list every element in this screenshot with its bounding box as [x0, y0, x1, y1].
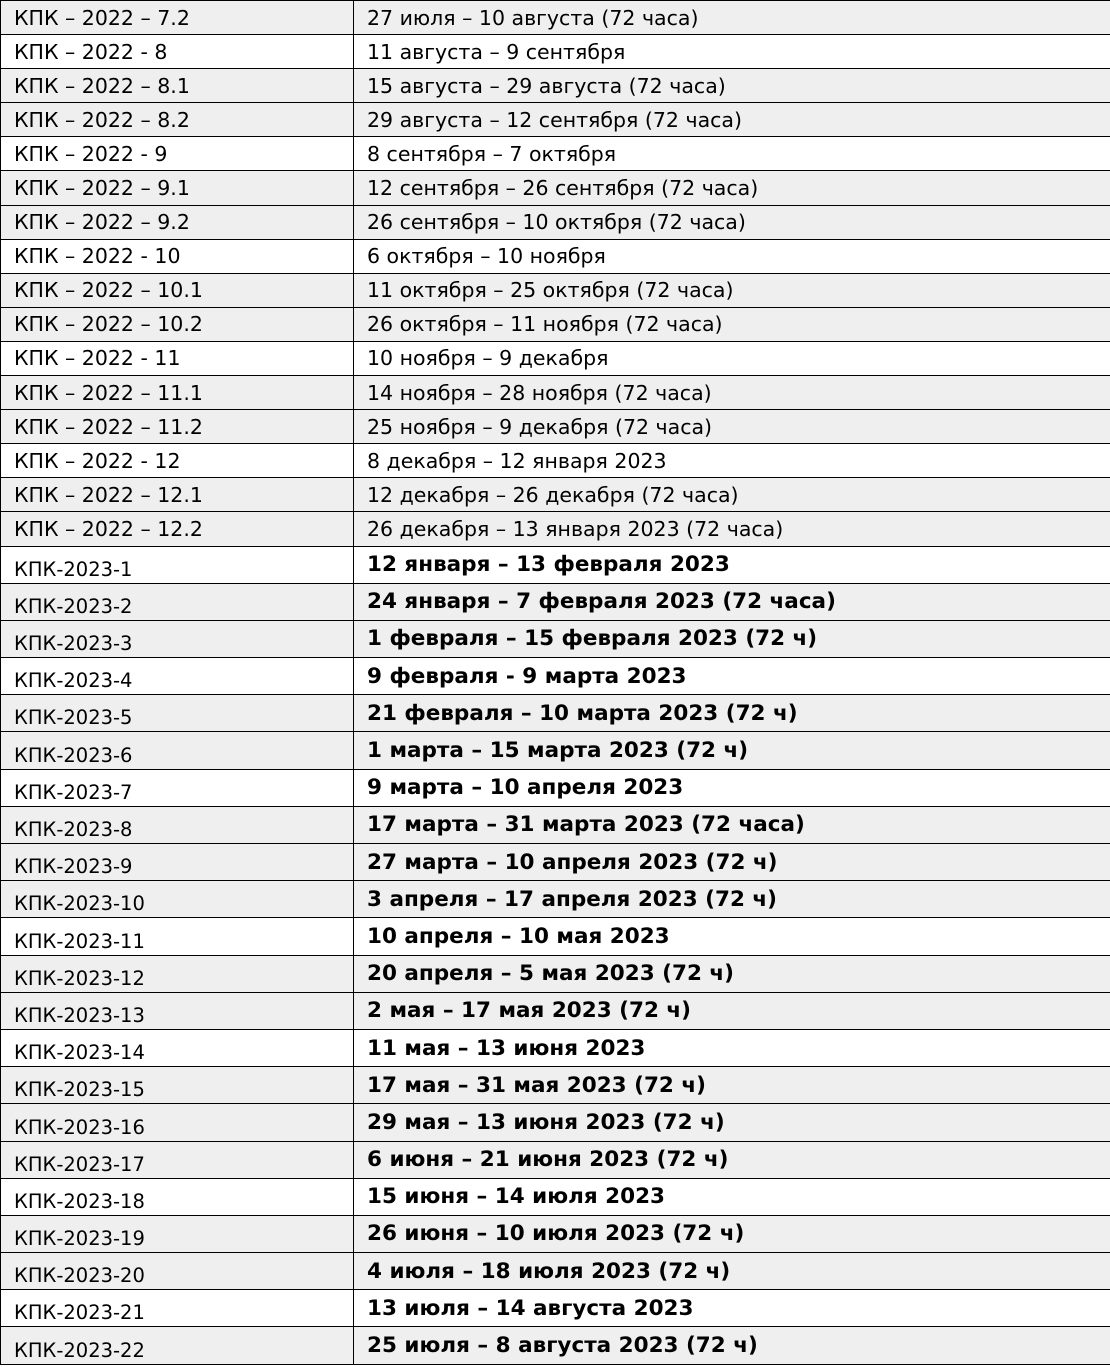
table-row — [1, 69, 1110, 103]
table-row — [1, 695, 1110, 732]
course-period-cell: 1 февраля – 15 февраля 2023 (72 ч) — [354, 620, 1110, 657]
course-period-cell: 26 сентября – 10 октября (72 часа) — [354, 205, 1110, 239]
course-code-cell: КПК-2023-12 — [1, 955, 354, 992]
course-period-cell: 11 октября – 25 октября (72 часа) — [354, 273, 1110, 307]
course-period-cell: 15 июня – 14 июля 2023 — [354, 1178, 1110, 1215]
course-period-cell: 10 апреля – 10 мая 2023 — [354, 918, 1110, 955]
table-row — [1, 620, 1110, 657]
course-code-cell: КПК-2023-10 — [1, 881, 354, 918]
schedule-table-body — [1, 1, 1110, 1365]
table-row — [1, 658, 1110, 695]
table-row — [1, 239, 1110, 273]
course-period-cell: 17 марта – 31 марта 2023 (72 часа) — [354, 806, 1110, 843]
table-row — [1, 273, 1110, 307]
course-period-cell: 26 октября – 11 ноября (72 часа) — [354, 307, 1110, 341]
table-row — [1, 918, 1110, 955]
table-row — [1, 512, 1110, 546]
course-code-cell: КПК – 2022 – 9.1 — [1, 171, 354, 205]
course-period-cell: 1 марта – 15 марта 2023 (72 ч) — [354, 732, 1110, 769]
course-code-cell: КПК-2023-4 — [1, 658, 354, 695]
course-period-cell: 14 ноября – 28 ноября (72 часа) — [354, 376, 1110, 410]
course-period-cell: 10 ноября – 9 декабря — [354, 341, 1110, 375]
course-period-cell: 27 марта – 10 апреля 2023 (72 ч) — [354, 844, 1110, 881]
table-row — [1, 410, 1110, 444]
course-code-cell: КПК – 2022 – 12.1 — [1, 478, 354, 512]
table-row — [1, 1290, 1110, 1327]
course-period-cell: 3 апреля – 17 апреля 2023 (72 ч) — [354, 881, 1110, 918]
table-row — [1, 1067, 1110, 1104]
table-row — [1, 376, 1110, 410]
course-period-cell: 26 декабря – 13 января 2023 (72 часа) — [354, 512, 1110, 546]
course-period-cell: 26 июня – 10 июля 2023 (72 ч) — [354, 1215, 1110, 1252]
course-period-cell: 8 декабря – 12 января 2023 — [354, 444, 1110, 478]
course-code-cell: КПК-2023-22 — [1, 1327, 354, 1364]
table-row — [1, 806, 1110, 843]
course-period-cell: 8 сентября – 7 октября — [354, 137, 1110, 171]
course-code-cell: КПК-2023-17 — [1, 1141, 354, 1178]
table-row — [1, 732, 1110, 769]
course-code-cell: КПК-2023-14 — [1, 1029, 354, 1066]
table-row — [1, 881, 1110, 918]
course-code-cell: КПК – 2022 – 8.2 — [1, 103, 354, 137]
course-code-cell: КПК-2023-11 — [1, 918, 354, 955]
table-row — [1, 992, 1110, 1029]
table-row — [1, 844, 1110, 881]
course-code-cell: КПК-2023-20 — [1, 1253, 354, 1290]
course-code-cell: КПК – 2022 - 8 — [1, 35, 354, 69]
course-period-cell: 2 мая – 17 мая 2023 (72 ч) — [354, 992, 1110, 1029]
course-code-cell: КПК – 2022 – 10.1 — [1, 273, 354, 307]
table-row — [1, 171, 1110, 205]
course-code-cell: КПК – 2022 - 9 — [1, 137, 354, 171]
table-row — [1, 1253, 1110, 1290]
course-code-cell: КПК-2023-13 — [1, 992, 354, 1029]
course-code-cell: КПК-2023-8 — [1, 806, 354, 843]
course-period-cell: 11 августа – 9 сентября — [354, 35, 1110, 69]
course-code-cell: КПК-2023-7 — [1, 769, 354, 806]
course-period-cell: 25 ноября – 9 декабря (72 часа) — [354, 410, 1110, 444]
table-row — [1, 35, 1110, 69]
course-code-cell: КПК – 2022 – 11.2 — [1, 410, 354, 444]
table-row — [1, 1, 1110, 35]
course-period-cell: 27 июля – 10 августа (72 часа) — [354, 1, 1110, 35]
course-period-cell: 17 мая – 31 мая 2023 (72 ч) — [354, 1067, 1110, 1104]
course-code-cell: КПК – 2022 – 10.2 — [1, 307, 354, 341]
course-period-cell: 6 октября – 10 ноября — [354, 239, 1110, 273]
course-code-cell: КПК – 2022 - 12 — [1, 444, 354, 478]
course-code-cell: КПК-2023-1 — [1, 546, 354, 583]
table-row — [1, 478, 1110, 512]
table-row — [1, 341, 1110, 375]
table-row — [1, 769, 1110, 806]
table-row — [1, 1215, 1110, 1252]
course-period-cell: 12 января – 13 февраля 2023 — [354, 546, 1110, 583]
table-row — [1, 137, 1110, 171]
table-row — [1, 546, 1110, 583]
course-code-cell: КПК – 2022 - 10 — [1, 239, 354, 273]
course-code-cell: КПК – 2022 – 8.1 — [1, 69, 354, 103]
table-row — [1, 955, 1110, 992]
course-code-cell: КПК-2023-18 — [1, 1178, 354, 1215]
table-row — [1, 444, 1110, 478]
course-period-cell: 12 сентября – 26 сентября (72 часа) — [354, 171, 1110, 205]
course-code-cell: КПК – 2022 – 12.2 — [1, 512, 354, 546]
course-code-cell: КПК-2023-16 — [1, 1104, 354, 1141]
course-code-cell: КПК-2023-9 — [1, 844, 354, 881]
course-code-cell: КПК – 2022 – 9.2 — [1, 205, 354, 239]
course-code-cell: КПК-2023-19 — [1, 1215, 354, 1252]
course-period-cell: 25 июля – 8 августа 2023 (72 ч) — [354, 1327, 1110, 1364]
table-row — [1, 103, 1110, 137]
table-row — [1, 1178, 1110, 1215]
course-period-cell: 12 декабря – 26 декабря (72 часа) — [354, 478, 1110, 512]
course-code-cell: КПК-2023-6 — [1, 732, 354, 769]
course-code-cell: КПК-2023-2 — [1, 583, 354, 620]
course-code-cell: КПК – 2022 – 7.2 — [1, 1, 354, 35]
course-period-cell: 13 июля – 14 августа 2023 — [354, 1290, 1110, 1327]
course-period-cell: 11 мая – 13 июня 2023 — [354, 1029, 1110, 1066]
course-period-cell: 9 февраля - 9 марта 2023 — [354, 658, 1110, 695]
course-code-cell: КПК – 2022 - 11 — [1, 341, 354, 375]
course-period-cell: 29 августа – 12 сентября (72 часа) — [354, 103, 1110, 137]
course-period-cell: 6 июня – 21 июня 2023 (72 ч) — [354, 1141, 1110, 1178]
course-code-cell: КПК-2023-15 — [1, 1067, 354, 1104]
course-code-cell: КПК-2023-21 — [1, 1290, 354, 1327]
table-row — [1, 1104, 1110, 1141]
table-row — [1, 205, 1110, 239]
course-period-cell: 24 января – 7 февраля 2023 (72 часа) — [354, 583, 1110, 620]
course-period-cell: 4 июля – 18 июля 2023 (72 ч) — [354, 1253, 1110, 1290]
course-period-cell: 15 августа – 29 августа (72 часа) — [354, 69, 1110, 103]
table-row — [1, 1327, 1110, 1364]
course-code-cell: КПК-2023-5 — [1, 695, 354, 732]
course-period-cell: 9 марта – 10 апреля 2023 — [354, 769, 1110, 806]
course-period-cell: 21 февраля – 10 марта 2023 (72 ч) — [354, 695, 1110, 732]
course-code-cell: КПК-2023-3 — [1, 620, 354, 657]
table-row — [1, 1029, 1110, 1066]
table-row — [1, 583, 1110, 620]
table-row — [1, 307, 1110, 341]
course-period-cell: 29 мая – 13 июня 2023 (72 ч) — [354, 1104, 1110, 1141]
course-period-cell: 20 апреля – 5 мая 2023 (72 ч) — [354, 955, 1110, 992]
table-row — [1, 1141, 1110, 1178]
course-code-cell: КПК – 2022 – 11.1 — [1, 376, 354, 410]
